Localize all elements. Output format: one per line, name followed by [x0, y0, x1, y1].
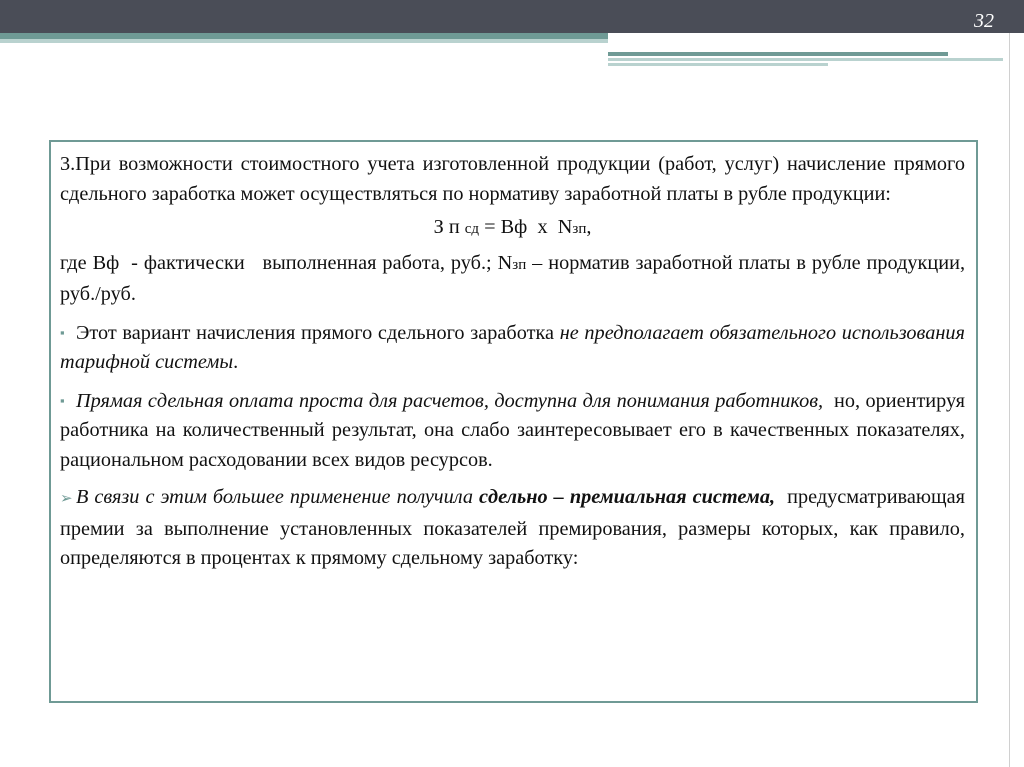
formula-z: З	[433, 216, 444, 238]
accent-stripe-right-light	[608, 58, 1003, 61]
definition-mid: - фактически	[131, 251, 245, 274]
square-bullet-icon: ▪	[60, 392, 65, 408]
definition-paragraph	[60, 249, 965, 310]
bullet-item-1	[60, 318, 965, 378]
definition-rest: выполненная работа, руб.; N	[262, 251, 513, 274]
accent-stripe-light	[0, 39, 608, 43]
bullet-item-3	[60, 483, 965, 574]
bullet1-italic: не предполагает обязательного использования тарифной системы	[60, 321, 965, 373]
bullet-item-2	[60, 386, 965, 476]
bullet3-normal: предусматривающая премии за выполнение установленных показателей премирования, размеры которых, как правило, определяются в процентах к прямому сдельному заработку:	[60, 486, 965, 569]
bullet1-normal: Этот вариант начисления прямого сдельного заработка	[76, 321, 555, 344]
page-edge	[1009, 33, 1010, 767]
accent-stripe-right-light-2	[608, 63, 828, 66]
formula-n: N	[557, 216, 573, 238]
formula-sd: сд	[464, 221, 480, 237]
formula-comma: ,	[586, 216, 592, 238]
bullet3-bold-italic: сдельно – премиальная система,	[479, 486, 776, 508]
definition-sub-zp: зп	[512, 256, 527, 273]
intro-paragraph: 3.При возможности стоимостного учета изготовленной продукции (работ, услуг) начисление прямого сдельного заработка может осуществляться по нормативу заработной платы в рубле продукции:	[60, 153, 965, 205]
slide-number: 32	[974, 10, 994, 32]
bullet2-normal: но, ориентируя работника на количественный результат, она слабо заинтересовывает его в качественных показателях, рациональном расходовании всех видов ресурсов.	[60, 389, 965, 471]
formula-x: х	[537, 216, 548, 238]
accent-stripe-right	[608, 52, 948, 56]
arrow-bullet-icon: ➢	[60, 491, 73, 507]
formula-p: п	[448, 216, 460, 238]
definition-end: – норматив заработной платы в рубле продукции, руб./руб.	[60, 251, 966, 305]
formula-vf: = Вф	[484, 216, 528, 238]
bullet2-italic: Прямая сдельная оплата проста для расчетов, доступна для понимания работников,	[76, 389, 824, 412]
top-bar	[0, 0, 1024, 33]
definition-start: где Вф	[60, 251, 120, 274]
bullet3-italic: В связи с этим большее применение получила	[76, 486, 473, 508]
formula-zp: зп	[572, 221, 587, 237]
square-bullet-icon: ▪	[60, 324, 65, 340]
slide-body	[60, 150, 965, 574]
bullet1-end: .	[233, 351, 239, 373]
formula	[60, 213, 965, 245]
